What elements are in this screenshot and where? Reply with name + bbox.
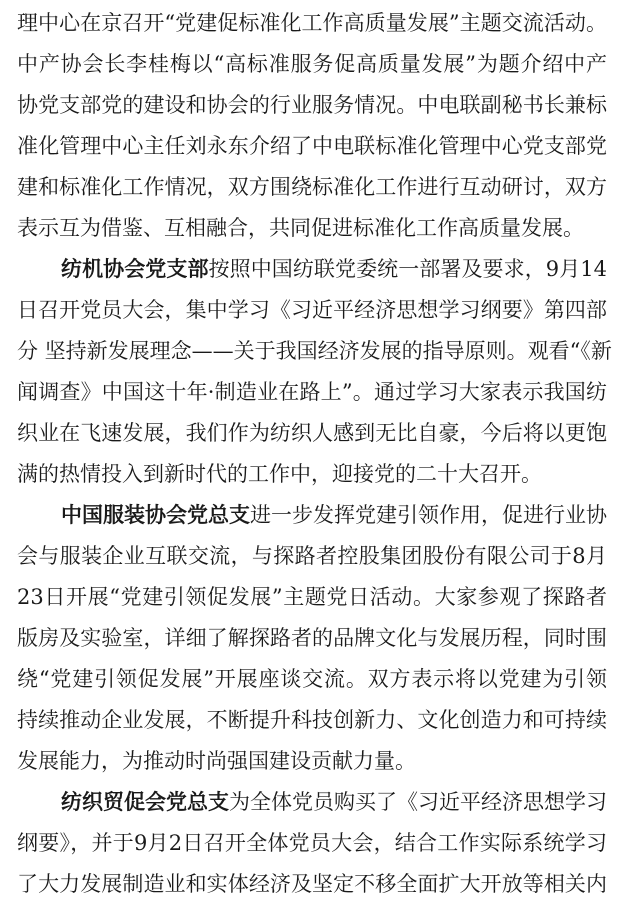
paragraph-first-line — [61, 254, 607, 284]
paragraph-line: 了大力发展制造业和实体经济及坚定不移全面扩大开放等相关内 — [17, 872, 607, 896]
paragraph-line: 发展能力，为推动时尚强国建设贡献力量。 — [17, 749, 416, 773]
paragraph-line: 23日开展“党建引领促发展”主题党日活动。大家参观了探路者 — [17, 585, 607, 609]
paragraph-line: 持续推动企业发展，不断提升科技创新力、文化创造力和可持续 — [17, 708, 607, 732]
paragraph-lead-heading: 纺织贸促会党总支 — [61, 790, 229, 814]
paragraph-line: 闻调查》中国这十年·制造业在路上”。通过学习大家表示我国纺 — [17, 380, 607, 404]
paragraph-line: 表示互为借鉴、互相融合，共同促进标准化工作高质量发展。 — [17, 216, 584, 240]
paragraph-line-text: 进一步发挥党建引领作用，促进行业协 — [250, 503, 607, 527]
paragraph-first-line — [61, 500, 607, 530]
paragraph-line-text: 为全体党员购买了《习近平经济思想学习 — [229, 790, 607, 814]
paragraph-line: 建和标准化工作情况，双方围绕标准化工作进行互动研讨，双方 — [17, 175, 607, 199]
paragraph-line: 中产协会长李桂梅以“高标准服务促高质量发展”为题介绍中产 — [17, 52, 607, 76]
paragraph-line-text: 按照中国纺联党委统一部署及要求，9月14 — [208, 257, 608, 281]
paragraph-lead-heading: 中国服装协会党总支 — [61, 503, 250, 527]
paragraph-line: 分 坚持新发展理念——关于我国经济发展的指导原则。观看“《新 — [17, 339, 612, 363]
paragraph-lead-heading: 纺机协会党支部 — [61, 257, 209, 281]
paragraph-line: 绕“党建引领促发展”开展座谈交流。双方表示将以党建为引领 — [17, 667, 607, 691]
paragraph-line: 准化管理中心主任刘永东介绍了中电联标准化管理中心党支部党 — [17, 134, 607, 158]
paragraph-line: 纲要》，并于9月2日召开全体党员大会，结合工作实际系统学习 — [17, 831, 607, 855]
paragraph-line: 会与服装企业互联交流，与探路者控股集团股份有限公司于8月 — [17, 544, 607, 568]
paragraph-line: 理中心在京召开“党建促标准化工作高质量发展”主题交流活动。 — [17, 11, 607, 35]
paragraph-line: 日召开党员大会，集中学习《习近平经济思想学习纲要》第四部 — [17, 298, 607, 322]
paragraph-line: 满的热情投入到新时代的工作中，迎接党的二十大召开。 — [17, 462, 542, 486]
paragraph-line: 协党支部党的建设和协会的行业服务情况。中电联副秘书长兼标 — [17, 93, 607, 117]
paragraph-line: 织业在飞速发展，我们作为纺织人感到无比自豪，今后将以更饱 — [17, 421, 607, 445]
paragraph-line: 版房及实验室，详细了解探路者的品牌文化与发展历程，同时围 — [17, 626, 607, 650]
paragraph-first-line — [61, 787, 607, 817]
